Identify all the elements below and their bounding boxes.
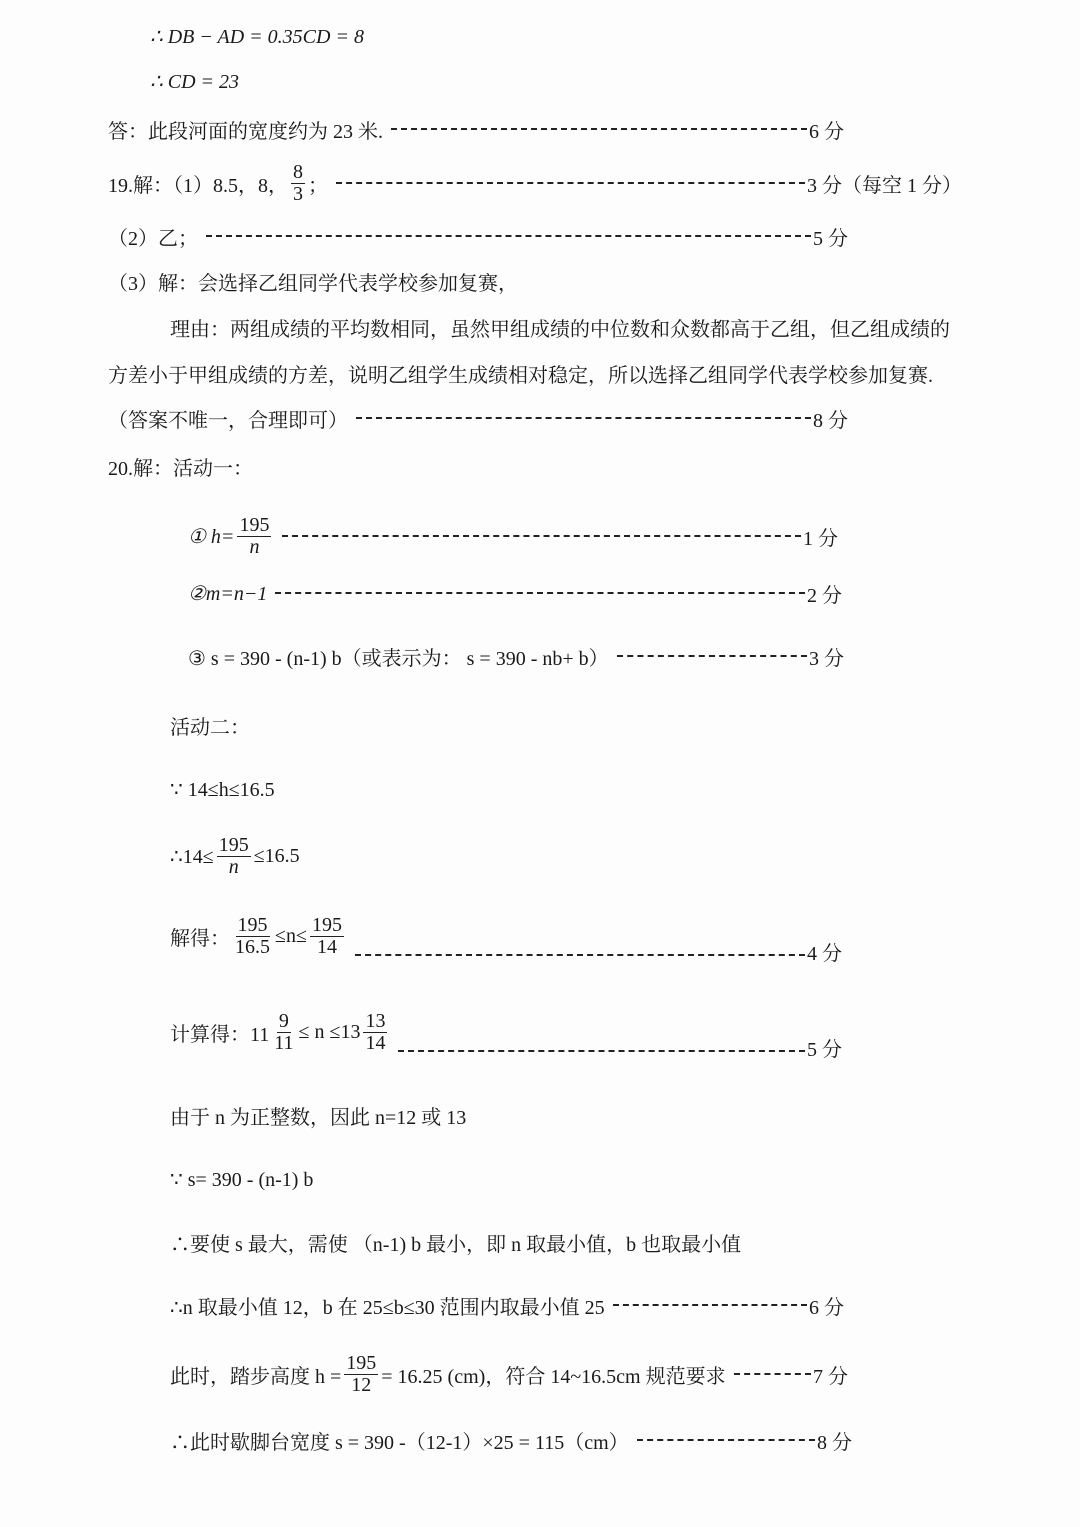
line-activity2-heading	[170, 708, 250, 742]
answer-text: 活动二：	[170, 716, 250, 739]
numerator: 195	[311, 913, 342, 936]
line-19-1	[108, 160, 962, 206]
answer-text: （3）解：会选择乙组同学代表学校参加复赛，	[108, 272, 518, 295]
dotted-leader	[391, 128, 807, 130]
line-note	[108, 401, 848, 435]
line-compute	[170, 1002, 842, 1062]
answer-text: 此时，踏步高度 h =	[170, 1365, 342, 1388]
answer-text: 答：此段河面的宽度约为 23 米.	[108, 120, 383, 143]
numerator: 195	[346, 1351, 377, 1374]
fraction	[291, 162, 305, 205]
answer-text: ∴要使 s 最大，需使 （n-1) b 最小，即 n 取最小值，b 也取最小值	[170, 1233, 742, 1256]
answer-text: 理由：两组成绩的平均数相同，虽然甲组成绩的中位数和众数都高于乙组，但乙组成绩的	[170, 318, 950, 341]
dotted-leader	[637, 1439, 815, 1441]
fraction	[233, 915, 272, 958]
score-label: 6 分	[809, 120, 844, 143]
punctuation: ；	[308, 174, 328, 197]
answer-text: ∴此时歇脚台宽度 s = 390 -（12-1）×25 = 115（cm）	[170, 1431, 629, 1454]
line-db-ad	[150, 19, 364, 53]
answer-text: （答案不唯一，合理即可）	[108, 409, 348, 432]
dotted-leader	[398, 1050, 805, 1052]
fraction	[237, 515, 271, 558]
denominator: 3	[293, 182, 303, 205]
dotted-leader	[613, 1304, 807, 1306]
line-step-height	[170, 1346, 848, 1402]
fraction	[310, 915, 344, 958]
line-s-formula	[170, 1162, 313, 1196]
denominator: n	[228, 855, 239, 878]
score-label: 5 分	[807, 1039, 842, 1061]
numerator: 8	[293, 160, 303, 183]
dotted-leader	[734, 1373, 811, 1375]
answer-text: 20.解：活动一：	[108, 457, 253, 480]
line-answer-18	[108, 112, 844, 146]
answer-text: 计算得：11	[170, 1023, 270, 1046]
denominator: 11	[274, 1031, 294, 1054]
score-label: 5 分	[813, 227, 848, 250]
numerator: 9	[278, 1009, 289, 1032]
denominator: 16.5	[235, 935, 270, 958]
line-activity1-3	[188, 639, 844, 673]
line-platform-width	[170, 1423, 852, 1457]
answer-text: 由于 n 为正整数，因此 n=12 或 13	[170, 1106, 467, 1129]
answer-text: ∴14≤	[170, 845, 214, 868]
line-reason-cont	[108, 356, 933, 390]
line-integer	[170, 1098, 466, 1132]
equation-text: ∴ CD = 23	[150, 70, 240, 93]
dotted-leader	[336, 182, 805, 184]
score-label: 4 分	[807, 943, 842, 965]
dotted-leader	[275, 592, 805, 594]
line-since	[170, 772, 275, 806]
denominator: 14	[365, 1031, 386, 1054]
answer-text: ≤16.5	[253, 844, 300, 867]
line-maximize	[170, 1225, 741, 1259]
numerator: 195	[218, 833, 249, 856]
line-19-3	[108, 264, 518, 298]
fraction	[217, 835, 251, 878]
answer-text: ③ s = 390 - (n-1) b（或表示为： s = 390 - nb+ b）	[188, 647, 609, 670]
answer-text: （2）乙；	[108, 227, 198, 250]
score-label: 8 分	[813, 409, 848, 432]
answer-text: 解得：	[170, 927, 230, 950]
answer-text: ∵ 14≤h≤16.5	[170, 778, 275, 801]
fraction	[344, 1353, 378, 1396]
dotted-leader	[282, 535, 801, 537]
numerator: 195	[239, 513, 270, 536]
answer-text: 方差小于甲组成绩的方差，说明乙组学生成绩相对稳定，所以选择乙组同学代表学校参加复赛.	[108, 364, 933, 387]
line-therefore-frac	[170, 828, 300, 884]
line-cd	[150, 64, 239, 98]
score-label: 2 分	[807, 584, 842, 607]
fraction	[363, 1011, 387, 1054]
answer-text: ②m=n−1	[188, 582, 268, 605]
line-solve	[170, 906, 842, 966]
line-activity1-1	[188, 510, 838, 562]
dotted-leader	[355, 954, 805, 956]
denominator: 14	[316, 935, 337, 958]
answer-text: = 16.25 (cm)，符合 14~16.5cm 规范要求	[381, 1365, 726, 1388]
score-label: 3 分	[809, 647, 844, 670]
score-label: 8 分	[817, 1431, 852, 1454]
dotted-leader	[356, 417, 811, 419]
answer-text: ∵ s= 390 - (n-1) b	[170, 1168, 314, 1191]
equation-text: ∴ DB − AD = 0.35CD = 8	[150, 25, 364, 48]
inequality: ≤n≤	[275, 924, 307, 947]
answer-text: ∴n 取最小值 12，b 在 25≤b≤30 范围内取最小值 25	[170, 1296, 605, 1319]
answer-text: ① h=	[188, 525, 235, 548]
dotted-leader	[206, 235, 811, 237]
line-20-heading	[108, 449, 253, 483]
line-min-values	[170, 1288, 844, 1322]
inequality: ≤ n ≤13	[298, 1020, 361, 1043]
dotted-leader	[617, 655, 807, 657]
line-19-2	[108, 219, 848, 253]
line-activity1-2	[188, 576, 842, 610]
numerator: 195	[237, 913, 268, 936]
numerator: 13	[365, 1009, 386, 1032]
line-reason	[170, 310, 950, 344]
fraction	[272, 1011, 295, 1054]
answer-text: 19.解：（1）8.5，8，	[108, 174, 288, 197]
score-label: 6 分	[809, 1296, 844, 1319]
denominator: n	[249, 535, 260, 558]
score-label: 3 分（每空 1 分）	[807, 174, 962, 197]
score-label: 7 分	[813, 1365, 848, 1388]
score-label: 1 分	[803, 527, 838, 550]
denominator: 12	[351, 1373, 372, 1396]
